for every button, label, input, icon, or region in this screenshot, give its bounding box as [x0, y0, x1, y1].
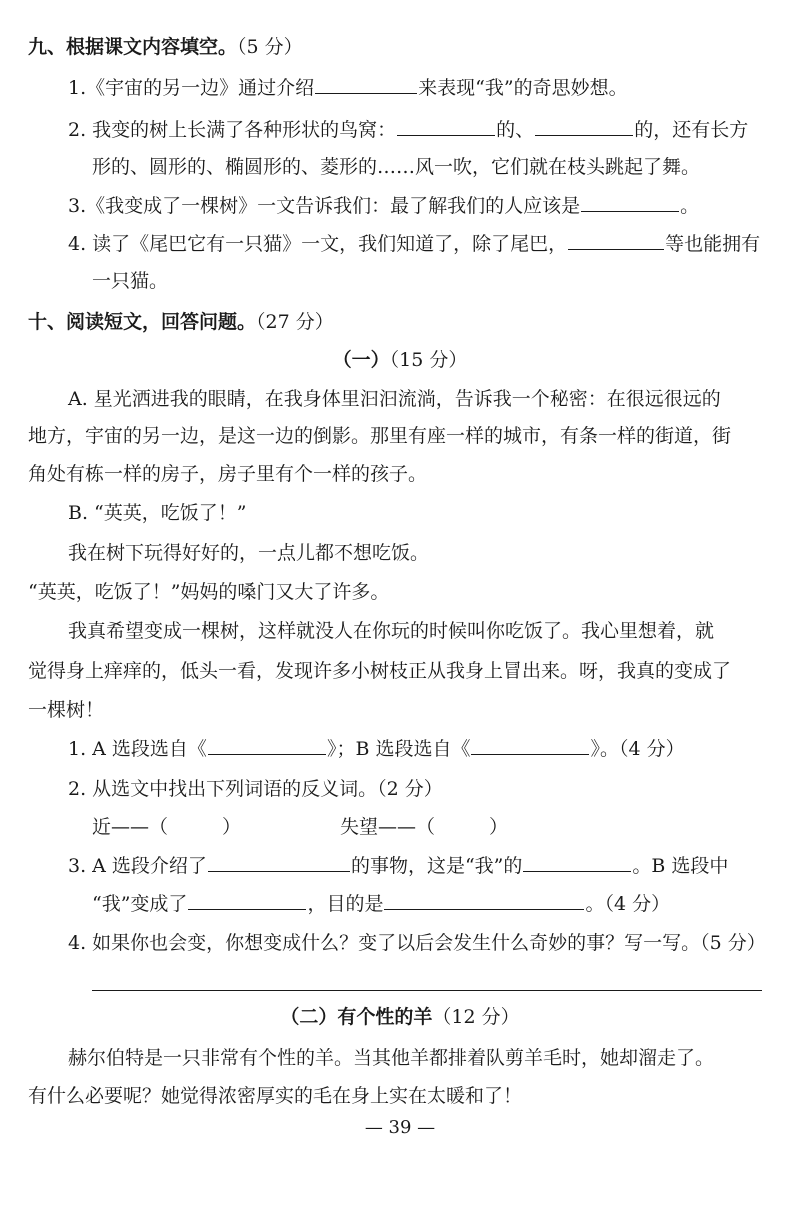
s9-q2-text-b: 的、 — [496, 119, 535, 141]
s10-q3-text-d: “我”变成了 — [92, 893, 188, 915]
passage-b-line-3: “英英，吃饭了！”妈妈的嗓门又大了许多。 — [28, 581, 390, 603]
s10-q1-text-b: 》；B 选段选自《 — [326, 738, 471, 760]
antonym-near-close: ） — [222, 816, 242, 838]
s9-q4-text-b: 等也能拥有 — [665, 233, 761, 255]
part-2-title: （二）有个性的羊 — [280, 1006, 433, 1028]
part-1-title: （一） — [332, 349, 390, 371]
antonym-near — [92, 814, 241, 840]
section-10-score: （27 分） — [256, 311, 334, 333]
s10-question-3 — [68, 853, 728, 879]
s10-question-3-cont — [92, 891, 670, 917]
answer-blank[interactable] — [471, 736, 589, 755]
passage-a-line-2: 地方，宇宙的另一边，是这一边的倒影。那里有座一样的城市，有条一样的街道，街 — [28, 425, 732, 447]
s10-q3-text-e: ，目的是 — [307, 893, 384, 915]
section-10-heading — [28, 309, 334, 335]
s10-q1-text-a: 1. A 选段选自《 — [68, 738, 207, 760]
s10-q3-text-a: 3. A 选段介绍了 — [68, 855, 207, 877]
page-number: — 39 — — [364, 1117, 436, 1138]
answer-blank[interactable] — [384, 891, 584, 910]
section-9-heading — [28, 34, 303, 60]
s9-q4-text-a: 4. 读了《尾巴它有一只猫》一文，我们知道了，除了尾巴， — [68, 233, 568, 255]
s10-question-1 — [68, 736, 685, 762]
s9-question-1 — [68, 75, 628, 101]
answer-blank[interactable] — [397, 117, 495, 136]
s10-q3-text-f: 。（4 分） — [585, 893, 671, 915]
s9-q2-text-a: 2. 我变的树上长满了各种形状的鸟窝： — [68, 119, 397, 141]
answer-blank[interactable] — [208, 736, 326, 755]
answer-blank[interactable] — [581, 193, 679, 212]
s9-question-2 — [68, 117, 748, 143]
answer-blank[interactable] — [535, 117, 633, 136]
antonym-near-label: 近——（ — [92, 816, 169, 838]
s9-q3-text-b: 。 — [680, 195, 700, 217]
answer-blank[interactable] — [188, 891, 306, 910]
answer-blank[interactable] — [315, 75, 417, 94]
s10-q3-text-b: 的事物，这是“我”的 — [350, 855, 523, 877]
answer-blank[interactable] — [523, 853, 631, 872]
part-2-heading — [0, 1004, 800, 1030]
passage-b-line-6: 一棵树！ — [28, 699, 105, 721]
passage-2-line-1: 赫尔伯特是一只非常有个性的羊。当其他羊都排着队剪羊毛时，她却溜走了。 — [68, 1047, 715, 1069]
antonym-disappointed-label: 失望——（ — [340, 816, 436, 838]
s9-question-2-cont: 形的、圆形的、椭圆形的、菱形的……风一吹，它们就在枝头跳起了舞。 — [92, 156, 701, 178]
part-2-score: （12 分） — [432, 1006, 520, 1028]
s9-q1-text-b: 来表现“我”的奇思妙想。 — [418, 77, 628, 99]
s10-question-2: 2. 从选文中找出下列词语的反义词。（2 分） — [68, 778, 443, 800]
antonym-disappointed-close: ） — [489, 816, 509, 838]
s9-q2-text-c: 的，还有长方 — [634, 119, 749, 141]
passage-b-line-2: 我在树下玩得好好的，一点儿都不想吃饭。 — [68, 542, 430, 564]
part-1-heading — [0, 347, 800, 373]
section-9-score: （5 分） — [237, 36, 303, 58]
passage-b-line-5: 觉得身上痒痒的，低头一看，发现许多小树枝正从我身上冒出来。呀，我真的变成了 — [28, 660, 732, 682]
s9-question-4-cont: 一只猫。 — [92, 270, 169, 292]
s10-q3-text-c: 。B 选段中 — [632, 855, 729, 877]
s9-q1-text-a: 1.《宇宙的另一边》通过介绍 — [68, 77, 315, 99]
answer-blank[interactable] — [568, 231, 664, 250]
s9-question-3 — [68, 193, 699, 219]
passage-b-line-1: B. “英英，吃饭了！” — [68, 502, 247, 524]
s10-question-4: 4. 如果你也会变，你想变成什么？变了以后会发生什么奇妙的事？写一写。（5 分） — [68, 932, 766, 954]
part-1-score: （15 分） — [389, 349, 468, 371]
passage-2-line-2: 有什么必要呢？她觉得浓密厚实的毛在身上实在太暖和了！ — [28, 1085, 523, 1107]
antonym-disappointed — [340, 814, 508, 840]
s9-question-4 — [68, 231, 760, 257]
section-10-title: 十、阅读短文，回答问题。 — [28, 311, 257, 333]
section-9-title: 九、根据课文内容填空。 — [28, 36, 238, 58]
s10-q1-text-c: 》。（4 分） — [590, 738, 685, 760]
passage-a-line-3: 角处有栋一样的房子，房子里有个一样的孩子。 — [28, 463, 428, 485]
answer-blank[interactable] — [208, 853, 350, 872]
s9-q3-text-a: 3.《我变成了一棵树》一文告诉我们：最了解我们的人应该是 — [68, 195, 581, 217]
passage-a-line-1: A. 星光洒进我的眼睛，在我身体里汩汩流淌，告诉我一个秘密：在很远很远的 — [68, 388, 721, 410]
divider-line — [92, 990, 762, 991]
passage-b-line-4: 我真希望变成一棵树，这样就没人在你玩的时候叫你吃饭了。我心里想着，就 — [68, 620, 715, 642]
